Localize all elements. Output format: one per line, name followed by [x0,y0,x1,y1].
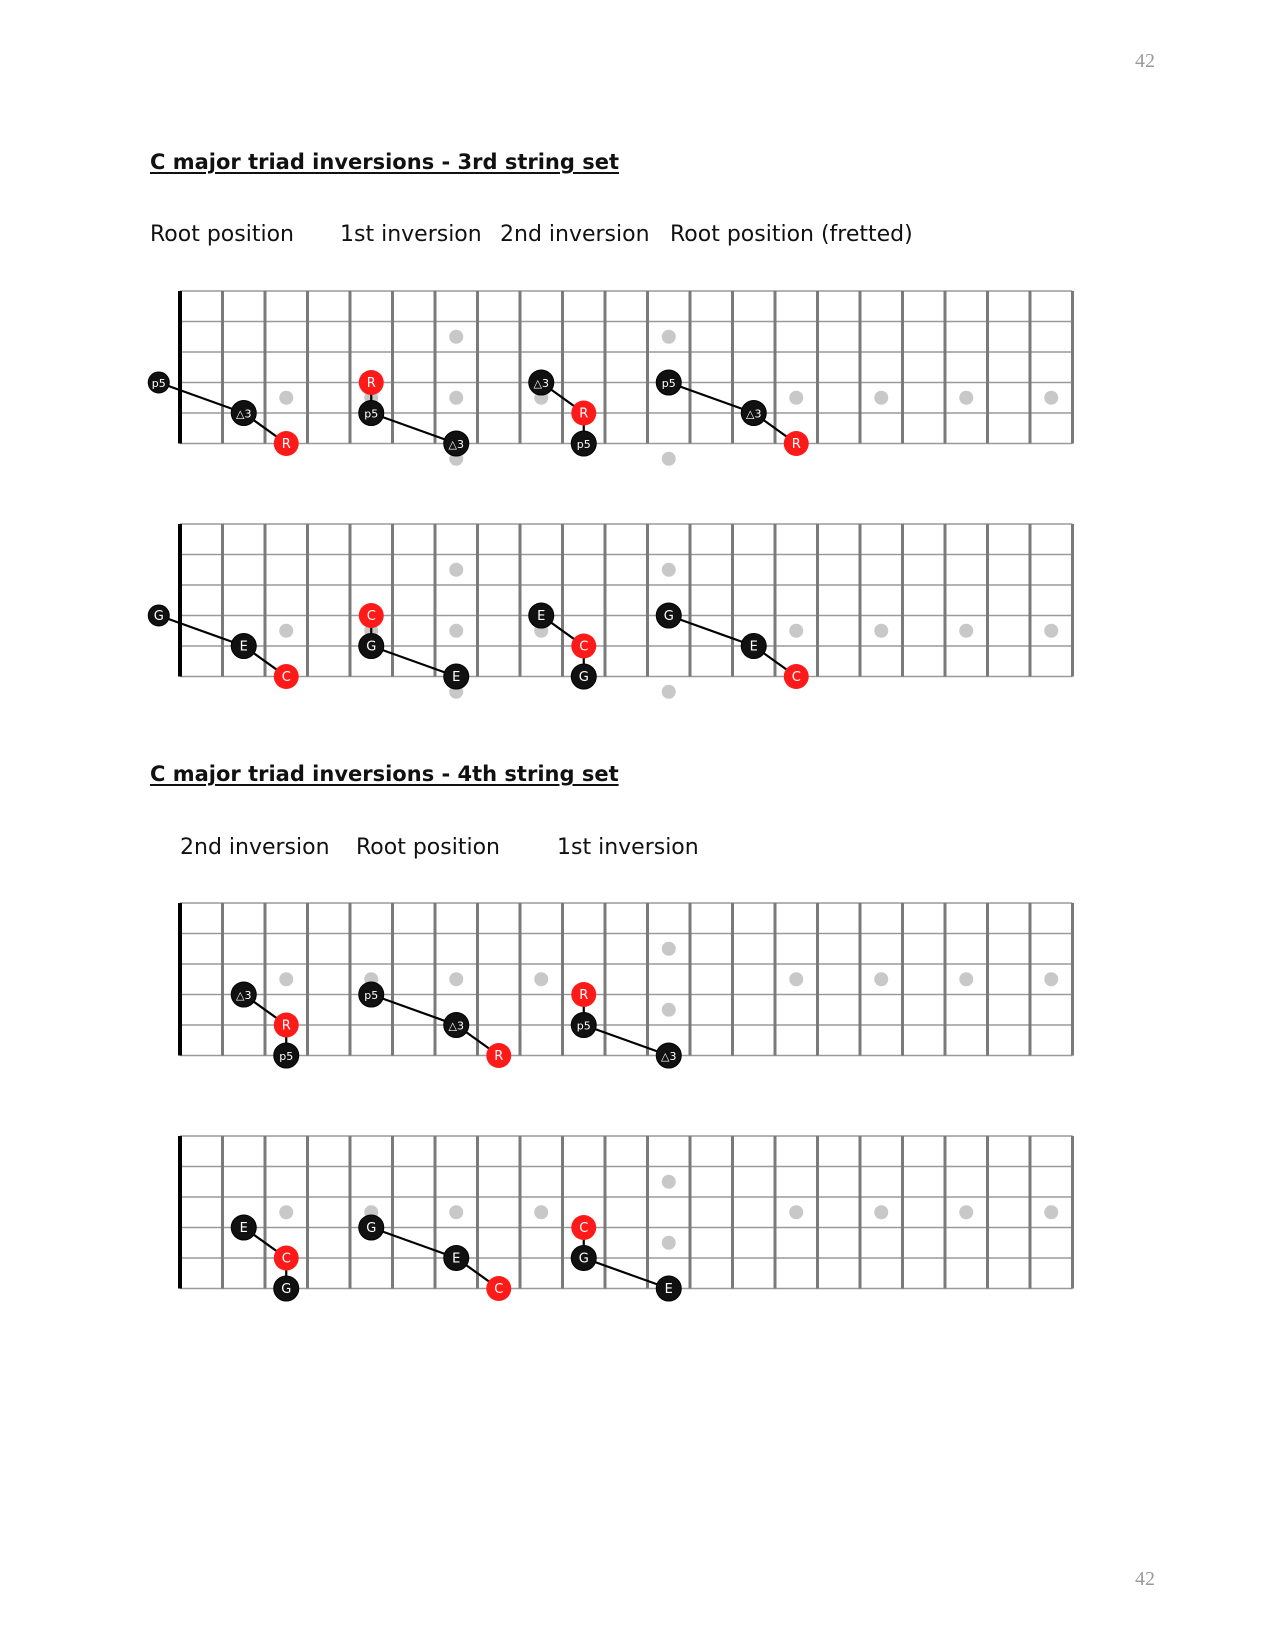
fret-inlay-dot [449,391,463,405]
note-label: R [579,406,589,422]
note-label: G [153,609,164,624]
fret-inlay-dot [959,624,973,638]
note-label: R [579,988,589,1003]
fret-inlay-dot [959,972,973,986]
note-label: p5 [661,377,676,390]
note-marker-tone [274,1276,299,1301]
fret-inlay-dot [662,563,676,577]
note-label: G [281,1282,292,1297]
fret-inlay-dot [279,391,293,405]
fret-inlay-dot [874,972,888,986]
caption-root-position: Root position [356,835,500,860]
fret-inlay-dot [789,1205,803,1219]
fret-inlay-dot [279,972,293,986]
note-label: △3 [746,407,762,421]
note-label: E [537,609,546,624]
note-label: p5 [151,377,166,390]
voicing-connector-line [371,1228,456,1259]
fret-inlay-dot [1044,1205,1058,1219]
voicing-connector-line [371,413,456,444]
voicing-connector-line [584,1258,669,1289]
fret-inlay-dot [789,391,803,405]
note-label: p5 [364,407,379,421]
fret-inlay-dot [662,1236,676,1250]
fret-inlay-dot [874,1205,888,1219]
note-marker-tone [741,401,766,426]
note-marker-root [571,401,596,426]
note-label: △3 [448,438,464,451]
fret-inlay-dot [534,1205,548,1219]
note-marker-tone [444,1246,469,1271]
fretboard-diagram-notes-4th-set [0,1120,1275,1320]
note-label: G [663,609,674,624]
fret-inlay-dot [662,452,676,466]
fretboard-diagram-notes-3rd-set [0,508,1275,708]
note-label: E [664,1282,673,1297]
note-label: C [281,1251,291,1267]
fret-inlay-dot [662,330,676,344]
note-marker-tone [359,1215,384,1240]
note-marker-root [274,431,299,456]
fret-inlay-dot [662,1003,676,1017]
note-label: C [579,639,589,655]
fret-inlay-dot [959,1205,973,1219]
note-marker-root [571,982,596,1007]
fret-inlay-dot [1044,624,1058,638]
note-label: G [578,670,589,685]
note-label: C [579,1221,589,1236]
fretboard-diagram-intervals-3rd-set [0,275,1275,475]
fret-inlay-dot [662,942,676,956]
note-label: G [578,1251,589,1267]
note-label: R [791,437,801,452]
note-label: C [366,609,376,624]
note-marker-root [359,370,384,395]
note-label: E [749,639,758,655]
note-label: E [452,1251,461,1267]
note-marker-tone [571,431,596,456]
note-marker-tone [571,1246,596,1271]
fret-inlay-dot [874,624,888,638]
note-marker-tone [444,664,469,689]
note-marker-root [784,664,809,689]
note-label: R [494,1049,504,1064]
note-marker-tone [148,372,169,393]
fret-inlay-dot [449,1205,463,1219]
caption-root-position: Root position [150,222,294,247]
note-marker-tone [231,634,256,659]
note-label: E [239,639,248,655]
fret-inlay-dot [789,972,803,986]
note-marker-tone [148,605,169,626]
note-label: p5 [279,1050,294,1063]
note-label: p5 [364,989,379,1002]
note-marker-tone [231,982,256,1007]
note-marker-root [486,1043,511,1068]
note-marker-root [571,1215,596,1240]
caption-2nd-inversion: 2nd inversion [500,222,650,247]
note-marker-tone [231,401,256,426]
fret-inlay-dot [449,624,463,638]
fret-inlay-dot [662,685,676,699]
note-label: C [791,670,801,685]
voicing-connector-line [159,616,244,647]
voicing-connector-line [159,383,244,414]
note-label: △3 [236,989,252,1002]
fret-inlay-dot [449,563,463,577]
note-marker-tone [444,431,469,456]
fret-inlay-dot [279,624,293,638]
note-marker-tone [656,370,681,395]
caption-root-position-fretted: Root position (fretted) [670,222,913,247]
note-marker-tone [231,1215,256,1240]
fret-inlay-dot [449,972,463,986]
voicing-connector-line [669,616,754,647]
note-marker-root [359,603,384,628]
fret-inlay-dot [449,330,463,344]
caption-1st-inversion: 1st inversion [340,222,482,247]
note-label: △3 [448,1019,464,1033]
note-marker-tone [529,603,554,628]
note-label: E [239,1221,248,1236]
fret-inlay-dot [1044,391,1058,405]
note-marker-tone [571,664,596,689]
note-marker-tone [571,1013,596,1038]
note-marker-root [784,431,809,456]
note-marker-tone [656,1043,681,1068]
note-marker-tone [274,1043,299,1068]
note-marker-tone [359,401,384,426]
note-marker-tone [529,370,554,395]
note-marker-root [274,664,299,689]
note-marker-tone [444,1013,469,1038]
voicing-connector-line [371,646,456,677]
fret-inlay-dot [874,391,888,405]
note-marker-root [274,1013,299,1038]
note-label: R [281,1018,291,1034]
note-marker-tone [741,634,766,659]
section-title-3rd-string-set: C major triad inversions - 3rd string set [150,150,620,174]
note-label: G [366,1221,377,1236]
note-marker-root [571,634,596,659]
note-marker-root [486,1276,511,1301]
page-number-bottom: 42 [1135,1568,1155,1590]
note-label: G [366,639,377,655]
fret-inlay-dot [789,624,803,638]
voicing-connector-line [371,995,456,1026]
section-title-4th-string-set: C major triad inversions - 4th string set [150,762,619,786]
fret-inlay-dot [279,1205,293,1219]
voicing-connector-line [669,383,754,414]
note-label: C [494,1282,504,1297]
note-marker-tone [656,603,681,628]
note-label: R [366,376,376,391]
note-label: p5 [576,1019,591,1033]
note-marker-tone [656,1276,681,1301]
note-label: C [281,670,291,685]
note-label: R [281,437,291,452]
note-marker-root [274,1246,299,1271]
voicing-connector-line [584,1025,669,1056]
caption-1st-inversion: 1st inversion [557,835,699,860]
caption-2nd-inversion: 2nd inversion [180,835,330,860]
page-number-top: 42 [1135,50,1155,72]
note-label: △3 [661,1050,677,1063]
fretboard-diagram-intervals-4th-set [0,887,1275,1087]
note-label: E [452,670,461,685]
fret-inlay-dot [534,972,548,986]
fret-inlay-dot [1044,972,1058,986]
note-marker-tone [359,634,384,659]
fret-inlay-dot [662,1175,676,1189]
fret-inlay-dot [959,391,973,405]
note-label: △3 [533,377,549,390]
note-label: p5 [576,438,591,451]
note-label: △3 [236,407,252,421]
note-marker-tone [359,982,384,1007]
